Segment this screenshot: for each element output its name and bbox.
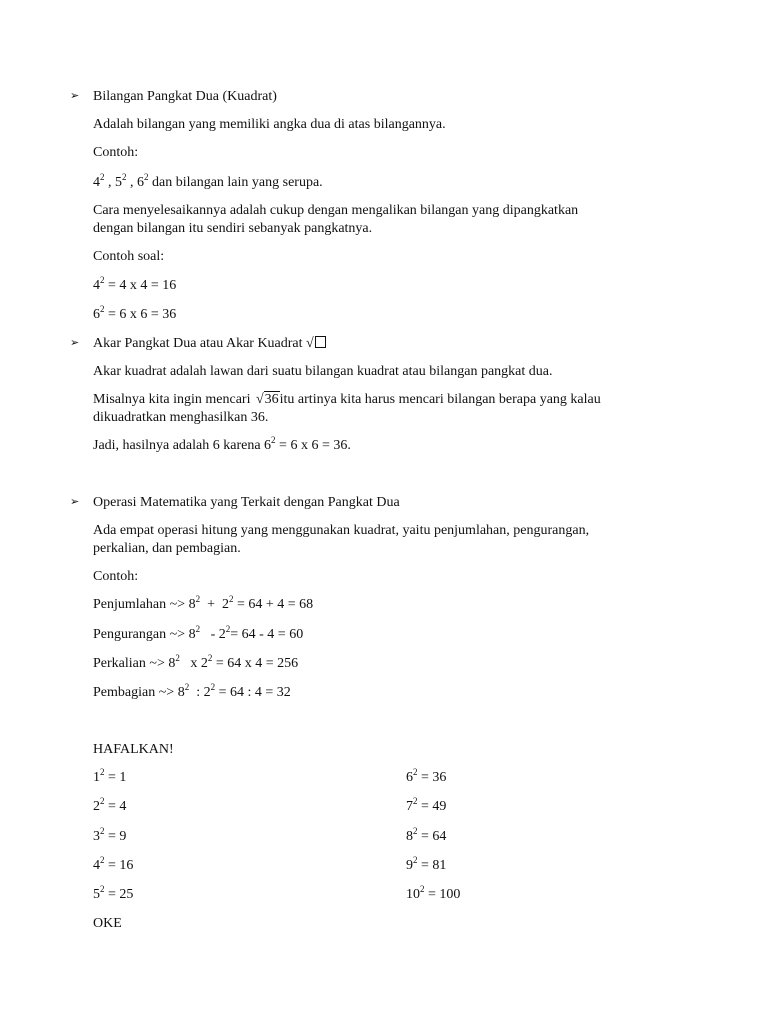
root-definition: Akar kuadrat adalah lawan dari suatu bilangan kuadrat atau bilangan pangkat dua.	[93, 364, 553, 379]
method-text-line-2: dengan bilangan itu sendiri sebanyak pangkatnya.	[93, 221, 373, 236]
bullet-arrow-icon: ➢	[70, 496, 80, 508]
root-symbol-icon: √	[306, 336, 314, 351]
root-example-line-2: dikuadratkan menghasilkan 36.	[93, 410, 269, 425]
memorize-right-item: $10^2 = 100$	[406, 884, 461, 902]
root-result: Jadi, hasilnya adalah 6 karena $6^2 = 6$ x 6 = 36.	[93, 435, 351, 453]
practice-equation: $4^2 = 4$ x 4 = 16	[93, 275, 177, 293]
operations-example-label: Contoh:	[93, 569, 139, 584]
section-title-square-numbers: Bilangan Pangkat Dua (Kuadrat)	[93, 89, 277, 104]
operation-subtraction: Pengurangan ~> $8^2 - 2^2= 64 - 4 = 60$	[93, 624, 304, 642]
sqrt-expression: √36	[255, 392, 279, 407]
practice-label: Contoh soal:	[93, 249, 165, 264]
operation-division: Pembagian ~> $8^2$ : $2^2 = 64$ : 4 = 32	[93, 682, 291, 700]
operation-multiplication: Perkalian ~> $8^2$ x $2^2 = 64$ x 4 = 256	[93, 653, 299, 671]
method-text-line-1: Cara menyelesaikannya adalah cukup dengan mengalikan bilangan yang dipangkatkan	[93, 203, 579, 218]
operations-intro-line-1: Ada empat operasi hitung yang menggunakan kuadrat, yaitu penjumlahan, pengurangan,	[93, 523, 590, 538]
memorize-right-item: $6^2 = 36$	[406, 767, 447, 785]
placeholder-box-icon	[315, 336, 326, 348]
root-example-line-1: Misalnya kita ingin mencari √36itu artinya kita harus mencari bilangan berapa yang kalau	[93, 392, 601, 407]
memorize-left-item: $1^2 = 1$	[93, 767, 127, 785]
memorize-right-item: $8^2 = 64$	[406, 826, 447, 844]
memorize-right-item: $9^2 = 81$	[406, 855, 447, 873]
section-title-operations: Operasi Matematika yang Terkait dengan Pangkat Dua	[93, 495, 400, 510]
memorize-left-item: $4^2 = 16$	[93, 855, 134, 873]
operations-intro-line-2: perkalian, dan pembagian.	[93, 541, 241, 556]
example-terms: $4^2$ , $5^2$ , $6^2$ dan bilangan lain yang serupa.	[93, 172, 323, 190]
memorize-heading: HAFALKAN!	[93, 742, 174, 757]
practice-equation: $6^2 = 6$ x 6 = 36	[93, 304, 177, 322]
bullet-arrow-icon: ➢	[70, 337, 80, 349]
memorize-left-item: $5^2 = 25$	[93, 884, 134, 902]
section-title-square-root: Akar Pangkat Dua atau Akar Kuadrat √	[93, 335, 326, 352]
example-label: Contoh:	[93, 145, 139, 160]
operation-addition: Penjumlahan ~> $8^2 + 2^2 = 64 + 4 = 68$	[93, 594, 314, 612]
memorize-left-item: $2^2 = 4$	[93, 796, 127, 814]
square-definition: Adalah bilangan yang memiliki angka dua di atas bilangannya.	[93, 117, 446, 132]
memorize-right-item: $7^2 = 49$	[406, 796, 447, 814]
bullet-arrow-icon: ➢	[70, 90, 80, 102]
footer-oke: OKE	[93, 916, 122, 931]
memorize-left-item: $3^2 = 9$	[93, 826, 127, 844]
